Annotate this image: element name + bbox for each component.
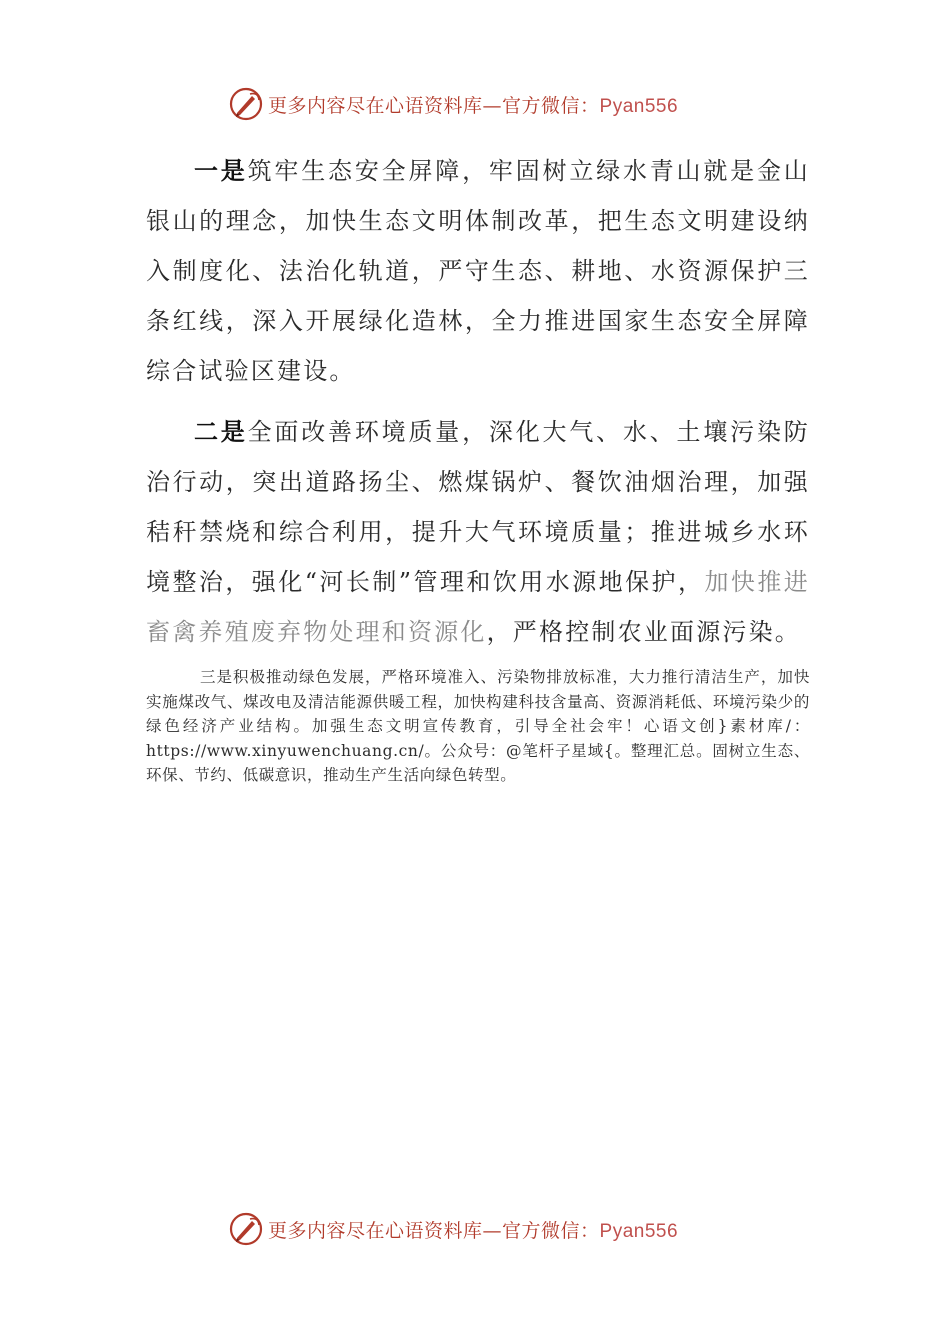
- header-banner: [228, 84, 748, 124]
- paragraph-two-faded: 加快推进畜禽养殖废弃物处理和资源化: [146, 568, 810, 646]
- footer-banner: [228, 1209, 748, 1249]
- paragraph-one-lead: 一是: [194, 156, 248, 185]
- paragraph-three: 三是积极推动绿色发展，严格环境准入、污染物排放标准，大力推行清洁生产，加快实施煤改气、煤改电及清洁能源供暖工程，加快构建科技含量高、资源消耗低、环境污染少的绿色经济产业结构。加强生态文明宣传教育，引导全社会牢！心语文创}素材库/：https://www.xinyuwenchuang.cn/。公众号：@笔杆子星域{。整理汇总。固树立生态、环保、节约、低碳意识，推动生产生活向绿色转型。: [146, 668, 810, 784]
- pen-logo-icon: [228, 86, 264, 122]
- paragraph-two-lead: 二是: [194, 417, 248, 446]
- paragraph-two: [146, 407, 810, 657]
- footer-banner-text: 更多内容尽在心语资料库—官方微信：Pyan556: [268, 1219, 679, 1242]
- paragraph-one: [146, 146, 810, 396]
- paragraph-one-body: 筑牢生态安全屏障，牢固树立绿水青山就是金山银山的理念，加快生态文明体制改革，把生态文明建设纳入制度化、法治化轨道，严守生态、耕地、水资源保护三条红线，深入开展绿化造林，全力推进国家生态安全屏障综合试验区建设。: [146, 157, 810, 385]
- header-banner-text: 更多内容尽在心语资料库—官方微信：Pyan556: [268, 94, 679, 117]
- paragraph-two-body: 全面改善环境质量，深化大气、水、土壤污染防治行动，突出道路扬尘、燃煤锅炉、餐饮油烟治理，加强秸秆禁烧和综合利用，提升大气环境质量；推进城乡水环境整治，强化“河长制”管理和饮用水源地保护，: [146, 418, 810, 596]
- paragraph-two-tail: ，严格控制农业面源污染。: [486, 618, 802, 646]
- pen-logo-icon: [228, 1211, 264, 1247]
